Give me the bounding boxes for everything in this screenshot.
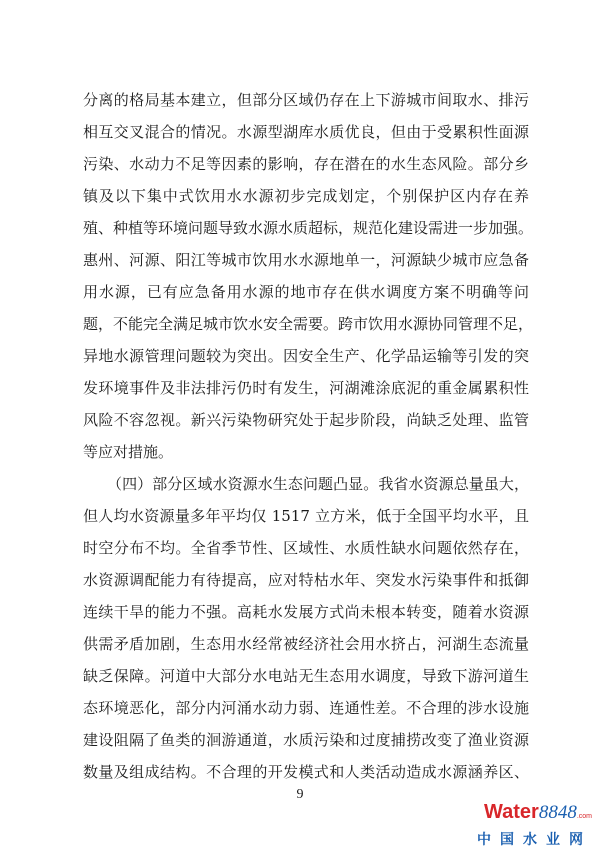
logo-word: Water	[484, 801, 539, 823]
text-line: 时空分布不均。全省季节性、区域性、水质性缺水问题依然存在，	[83, 539, 529, 557]
logo-number: 8848	[538, 802, 577, 823]
text-line: 题，不能完全满足城市饮水安全需要。跨市饮用水源协同管理不足，	[83, 315, 534, 333]
text-line: 数量及组成结构。不合理的开发模式和人类活动造成水源涵养区、	[83, 763, 529, 781]
text-line: （四）部分区域水资源水生态问题凸显。我省水资源总量虽大，	[107, 475, 529, 493]
logo-english	[472, 802, 592, 827]
text-line: 发环境事件及非法排污仍时有发生，河湖滩涂底泥的重金属累积性	[83, 379, 529, 397]
text-line: 分离的格局基本建立，但部分区域仍存在上下游城市间取水、排污	[83, 91, 529, 109]
text-line: 污染、水动力不足等因素的影响，存在潜在的水生态风险。部分乡	[83, 155, 529, 173]
text-line: 相互交叉混合的情况。水源型湖库水质优良，但由于受累积性面源	[83, 123, 529, 141]
text-line: 但人均水资源量多年平均仅 1517 立方米，低于全国平均水平，且	[83, 507, 529, 525]
watermark-logo	[472, 802, 592, 849]
text-line: 态环境恶化，部分内河涌水动力弱、连通性差。不合理的涉水设施	[83, 699, 529, 717]
text-line: 惠州、河源、阳江等城市饮用水水源地单一，河源缺少城市应急备	[83, 251, 529, 269]
text-line: 风险不容忽视。新兴污染物研究处于起步阶段，尚缺乏处理、监管	[83, 411, 529, 429]
text-line: 镇及以下集中式饮用水水源初步完成划定，个别保护区内存在养	[83, 187, 529, 205]
document-body	[83, 88, 534, 792]
page-number: 9	[296, 787, 304, 802]
logo-suffix: .com	[576, 813, 592, 820]
text-line: 异地水源管理问题较为突出。因安全生产、化学品运输等引发的突	[83, 347, 529, 365]
text-line: 建设阻隔了鱼类的洄游通道，水质污染和过度捕捞改变了渔业资源	[83, 731, 529, 749]
text-line: 用水源，已有应急备用水源的地市存在供水调度方案不明确等问	[83, 283, 529, 301]
logo-chinese: 中国水业网	[477, 832, 592, 848]
text-line: 等应对措施。	[83, 443, 174, 461]
text-line: 殖、种植等环境问题导致水源水质超标，规范化建设需进一步加强。	[83, 219, 534, 237]
text-line: 连续干旱的能力不强。高耗水发展方式尚未根本转变，随着水资源	[83, 603, 529, 621]
text-line: 缺乏保障。河道中大部分水电站无生态用水调度，导致下游河道生	[83, 667, 529, 685]
text-line: 供需矛盾加剧，生态用水经常被经济社会用水挤占，河湖生态流量	[83, 635, 529, 653]
text-line: 水资源调配能力有待提高，应对特枯水年、突发水污染事件和抵御	[83, 571, 529, 589]
